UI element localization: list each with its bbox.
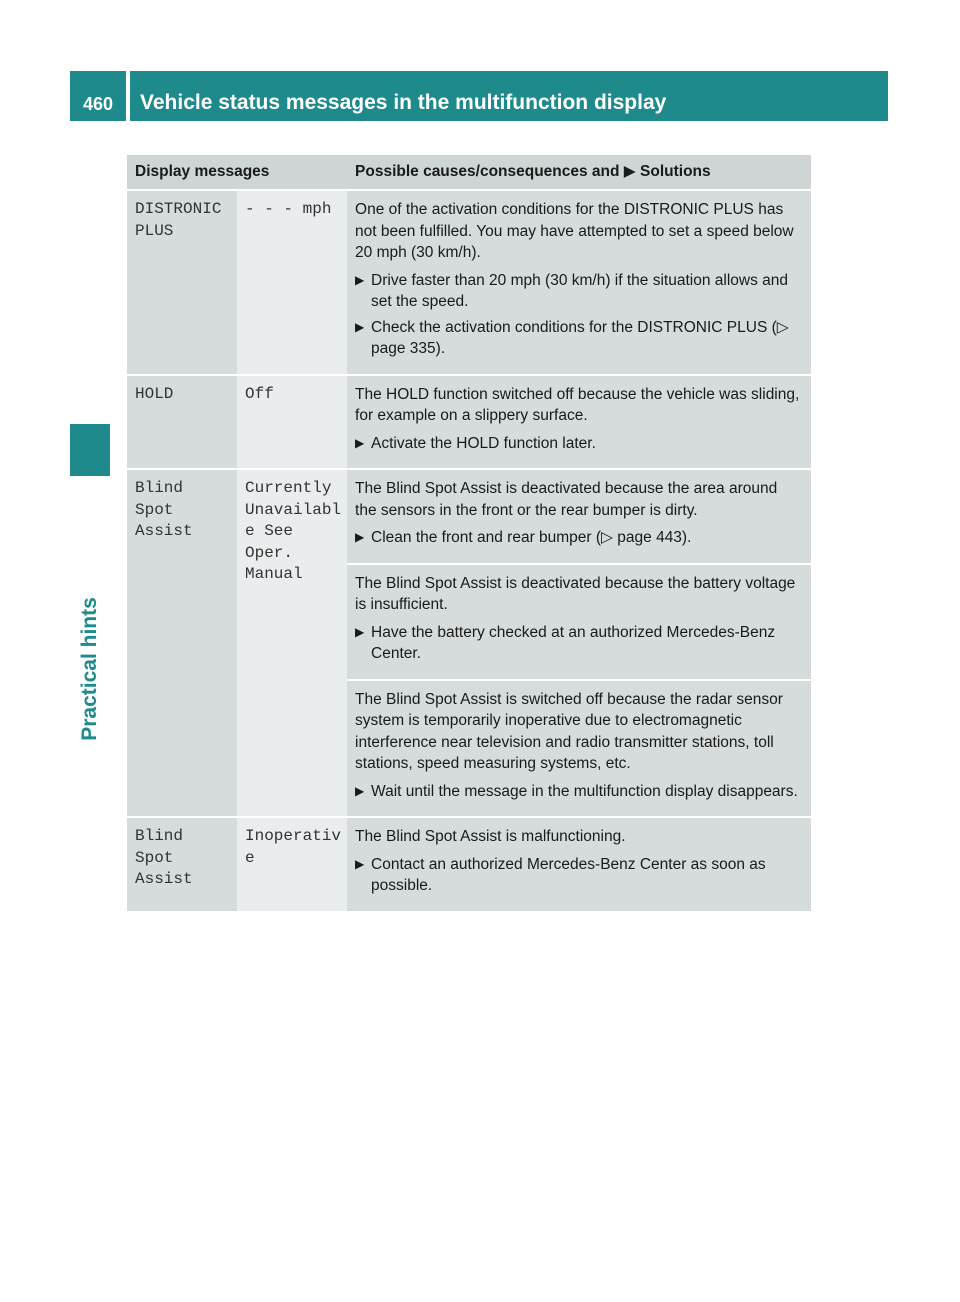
play-arrow-icon: ▶ [355, 319, 365, 334]
display-status-line: Off [245, 384, 274, 403]
display-message-line: HOLD [135, 384, 174, 403]
table-row [127, 469, 811, 564]
display-status-cell [237, 817, 347, 912]
solution-step [355, 527, 803, 549]
column-header-display-messages: Display messages [127, 155, 347, 190]
solution-step-text: Check the activation conditions for the DISTRONIC PLUS (▷ page 335). [371, 318, 789, 357]
display-status-line: Unavailabl [245, 500, 342, 519]
display-status-cell [237, 375, 347, 470]
display-status-line: e [245, 848, 255, 867]
display-message-line: DISTRONIC [135, 200, 222, 218]
cause-description: The Blind Spot Assist is deactivated because the area around the sensors in the front or the rear bumper is dirty. [355, 480, 778, 519]
status-messages-table [127, 155, 811, 913]
display-message-line: Spot [135, 500, 174, 519]
cause-solution-cell [347, 469, 811, 564]
cause-description: One of the activation conditions for the DISTRONIC PLUS has not been fulfilled. You may have attempted to set a speed below 20 mph (30 km/h). [355, 201, 794, 261]
solution-step [355, 854, 803, 897]
page-title: Vehicle status messages in the multifunction display [130, 71, 888, 121]
display-message-cell [127, 375, 237, 470]
solution-step [355, 622, 803, 665]
solution-step [355, 781, 803, 803]
display-status-line: Currently [245, 479, 332, 497]
display-status-cell [237, 469, 347, 817]
display-status-line: e See [245, 522, 294, 540]
cause-solution-cell [347, 190, 811, 375]
display-status-cell [237, 190, 347, 375]
page-number: 460 [70, 71, 126, 121]
display-message-line: Blind [135, 479, 184, 497]
column-header-causes-solutions: Possible causes/consequences and ▶ Solutions [347, 155, 811, 190]
display-message-line: PLUS [135, 221, 174, 240]
table-row [127, 817, 811, 912]
solution-step-text: Clean the front and rear bumper (▷ page 443). [371, 529, 692, 546]
display-status-line: Inoperativ [245, 827, 342, 845]
display-message-line: Spot [135, 848, 174, 867]
table-body [127, 190, 811, 912]
solution-step-text: Activate the HOLD function later. [371, 434, 596, 452]
cause-solution-cell [347, 680, 811, 818]
cause-description: The Blind Spot Assist is deactivated because the battery voltage is insufficient. [355, 574, 796, 613]
play-arrow-icon: ▶ [355, 272, 365, 287]
display-message-line: Blind [135, 827, 184, 845]
section-label [70, 597, 110, 741]
solution-step-text: Contact an authorized Mercedes-Benz Center as soon as possible. [371, 855, 766, 894]
display-message-line: Assist [135, 522, 193, 540]
cause-solution-cell [347, 375, 811, 470]
play-arrow-icon: ▶ [355, 530, 365, 544]
display-message-cell [127, 190, 237, 375]
solution-step-text: Drive faster than 20 mph (30 km/h) if the situation allows and set the speed. [371, 271, 788, 310]
cause-description: The Blind Spot Assist is malfunctioning. [355, 828, 626, 845]
display-message-cell [127, 817, 237, 912]
solution-step-text: Have the battery checked at an authorized Mercedes-Benz Center. [371, 623, 776, 662]
solution-step-text: Wait until the message in the multifunction display disappears. [371, 782, 798, 800]
cause-solution-cell [347, 817, 811, 912]
section-label-text: Practical hints [78, 597, 101, 741]
play-arrow-icon: ▶ [355, 624, 365, 639]
display-status-line: Oper. [245, 543, 294, 562]
play-arrow-icon: ▶ [355, 435, 365, 450]
play-arrow-icon: ▶ [355, 856, 365, 871]
table-row [127, 375, 811, 470]
table-header-row [127, 155, 811, 190]
solution-step [355, 270, 803, 313]
solution-step [355, 433, 803, 455]
table-row [127, 190, 811, 375]
play-arrow-icon: ▶ [355, 783, 365, 798]
display-message-line: Assist [135, 870, 193, 888]
display-status-line: Manual [245, 565, 303, 583]
solution-step [355, 317, 803, 360]
section-tab-marker [70, 424, 110, 476]
cause-description: The Blind Spot Assist is switched off because the radar sensor system is temporarily inoperative due to electromagnetic interference near television and radio transmitter stations, toll stations, speed measuring systems, etc. [355, 690, 783, 772]
display-status-line: - - - mph [245, 200, 332, 218]
cause-solution-cell [347, 564, 811, 680]
cause-description: The HOLD function switched off because the vehicle was sliding, for example on a slippery surface. [355, 385, 800, 424]
display-message-cell [127, 469, 237, 817]
